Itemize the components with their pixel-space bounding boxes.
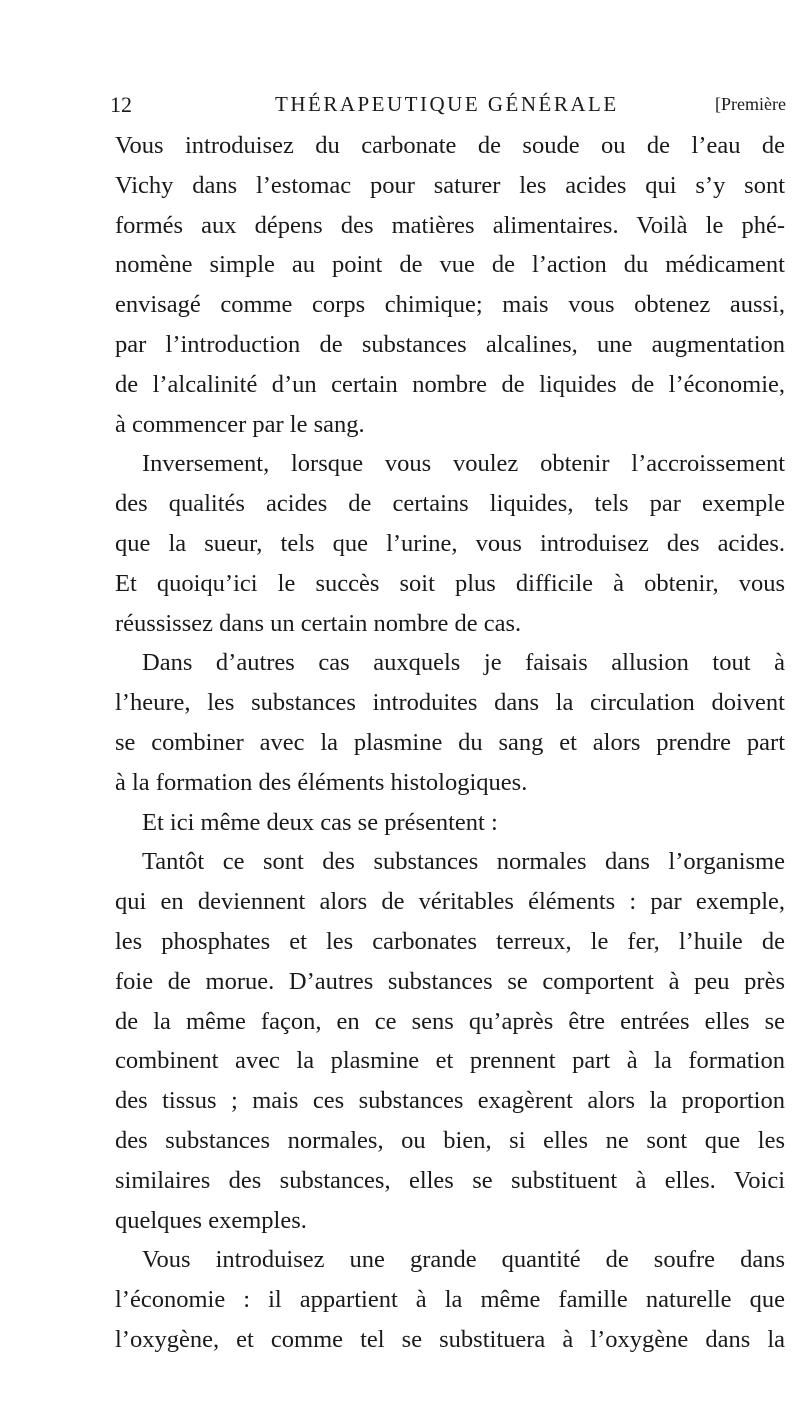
paragraph-start-line: Vous introduisez une grande quantité de soufre dans — [142, 1246, 785, 1274]
text-line: l’oxygène, et comme tel se substituera à l’oxygène dans la — [115, 1325, 785, 1353]
text-line: que la sueur, tels que l’urine, vous introduisez des acides. — [115, 529, 785, 557]
text-line: à commencer par le sang. — [115, 410, 365, 438]
text-line: des substances normales, ou bien, si elles ne sont que les — [115, 1126, 785, 1154]
text-line: à la formation des éléments histologiques. — [115, 768, 528, 796]
text-line: Et quoiqu’ici le succès soit plus difficile à obtenir, vous — [115, 569, 785, 597]
page-number: 12 — [110, 92, 132, 117]
paragraph-start-line: Tantôt ce sont des substances normales dans l’organisme — [142, 848, 785, 876]
paragraph-start-line: Dans d’autres cas auxquels je faisais allusion tout à — [142, 649, 785, 677]
text-line: Vous introduisez du carbonate de soude ou de l’eau de — [115, 132, 785, 159]
text-line: nomène simple au point de vue de l’action du médicament — [115, 251, 785, 279]
text-line: réussissez dans un certain nombre de cas. — [115, 609, 522, 637]
text-line: envisagé comme corps chimique; mais vous obtenez aussi, — [115, 291, 785, 319]
text-line: l’économie : il appartient à la même famille naturelle que — [115, 1286, 785, 1314]
text-line: par l’introduction de substances alcalines, une augmentation — [115, 330, 785, 358]
text-line: similaires des substances, elles se substituent à elles. Voici — [115, 1166, 785, 1194]
text-line: de la même façon, en ce sens qu’après être entrées elles se — [115, 1007, 785, 1035]
text-line: l’heure, les substances introduites dans la circulation doivent — [115, 689, 785, 717]
text-line: formés aux dépens des matières alimentaires. Voilà le phé- — [115, 211, 785, 239]
paragraph-start-line: Inversement, lorsque vous voulez obtenir l’accroissement — [142, 450, 785, 478]
text-line: les phosphates et les carbonates terreux, le fer, l’huile de — [115, 927, 785, 955]
text-line: des qualités acides de certains liquides, tels par exemple — [115, 490, 785, 518]
text-line: foie de morue. D’autres substances se comportent à peu près — [115, 967, 785, 995]
text-line: Vichy dans l’estomac pour saturer les acides qui s’y sont — [115, 171, 785, 199]
text-line: quelques exemples. — [115, 1206, 307, 1234]
body-text — [115, 126, 785, 1360]
text-line: des tissus ; mais ces substances exagèrent alors la proportion — [115, 1087, 785, 1115]
running-title: THÉRAPEUTIQUE GÉNÉRALE — [275, 92, 619, 116]
text-line: se combiner avec la plasmine du sang et alors prendre part — [115, 728, 785, 756]
paragraph-start-line: Et ici même deux cas se présentent : — [142, 808, 498, 836]
text-line: combinent avec la plasmine et prennent part à la formation — [115, 1047, 785, 1075]
text-line: qui en deviennent alors de véritables éléments : par exemple, — [115, 888, 785, 916]
text-line: de l’alcalinité d’un certain nombre de liquides de l’économie, — [115, 370, 785, 398]
running-head-right: [Première — [715, 94, 786, 114]
running-head — [110, 92, 786, 120]
